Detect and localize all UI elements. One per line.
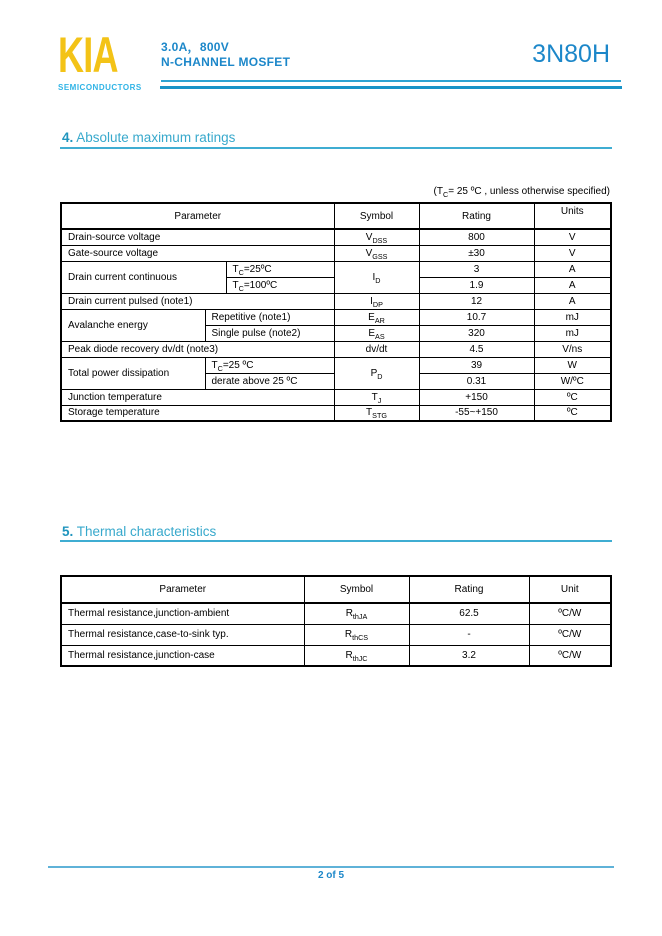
section-5-heading [62, 523, 216, 540]
spec-line-device-type: N-CHANNEL MOSFET [161, 55, 291, 69]
unit-cell: V/ns [534, 341, 611, 357]
rating-cell: 3 [419, 261, 534, 277]
unit-cell: ºC [534, 389, 611, 405]
column-header-units: Units [534, 203, 611, 229]
table-row [61, 245, 611, 261]
symbol-cell: $R_{thCS}$ [304, 624, 409, 645]
symbol-cell: $R_{thJA}$ [304, 603, 409, 624]
rating-cell: 0.31 [419, 373, 534, 389]
param-cell: Peak diode recovery dv/dt (note3) [61, 341, 334, 357]
symbol-cell: $E_{AR}$ [334, 309, 419, 325]
column-header-unit: Unit [529, 576, 611, 603]
condition-cell: $T_C=100ºC$ [226, 277, 334, 293]
param-cell: Drain current pulsed (note1) [61, 293, 334, 309]
column-header-parameter: Parameter [61, 203, 334, 229]
section-4-heading [62, 129, 235, 146]
unit-cell: mJ [534, 325, 611, 341]
param-cell: Thermal resistance,case-to-sink typ. [61, 624, 304, 645]
condition-cell: $T_C=25ºC$ [226, 261, 334, 277]
rating-cell: 39 [419, 357, 534, 373]
rating-cell: 320 [419, 325, 534, 341]
section-5-title: Thermal characteristics [73, 524, 217, 539]
param-cell: Drain-source voltage [61, 229, 334, 245]
symbol-cell: $T_J$ [334, 389, 419, 405]
unit-cell: A [534, 261, 611, 277]
rating-cell: - [409, 624, 529, 645]
param-cell: Gate-source voltage [61, 245, 334, 261]
rating-cell: 800 [419, 229, 534, 245]
rating-cell: ±30 [419, 245, 534, 261]
table-header-row [61, 576, 611, 603]
column-header-parameter: Parameter [61, 576, 304, 603]
header-rule-thin [161, 80, 621, 82]
table-row [61, 405, 611, 421]
unit-cell: V [534, 229, 611, 245]
param-cell: Storage temperature [61, 405, 334, 421]
header-rule-thick [160, 86, 622, 89]
param-group-cell: Total power dissipation [61, 357, 205, 389]
param-group-cell: Avalanche energy [61, 309, 205, 341]
table-row [61, 389, 611, 405]
unit-cell: ºC/W [529, 645, 611, 666]
symbol-cell: $I_{DP}$ [334, 293, 419, 309]
column-header-rating: Rating [419, 203, 534, 229]
unit-cell: ºC/W [529, 624, 611, 645]
section-4-number: 4. [62, 130, 74, 145]
part-number: 3N80H [532, 40, 610, 68]
table-row [61, 341, 611, 357]
unit-cell: V [534, 245, 611, 261]
section-4-rule [60, 147, 612, 149]
condition-cell: Single pulse (note2) [205, 325, 334, 341]
param-cell: Thermal resistance,junction-ambient [61, 603, 304, 624]
table-row [61, 357, 611, 373]
table-row [61, 309, 611, 325]
footer-rule [48, 866, 614, 868]
column-header-symbol: Symbol [304, 576, 409, 603]
symbol-cell: $I_D$ [334, 261, 419, 293]
rating-cell: +150 [419, 389, 534, 405]
rating-cell: -55~+150 [419, 405, 534, 421]
symbol-cell: $P_D$ [334, 357, 419, 389]
param-cell: Thermal resistance,junction-case [61, 645, 304, 666]
table-row [61, 293, 611, 309]
rating-cell: 62.5 [409, 603, 529, 624]
table-row [61, 645, 611, 666]
symbol-cell: $E_{AS}$ [334, 325, 419, 341]
param-group-cell: Drain current continuous [61, 261, 226, 293]
unit-cell: A [534, 293, 611, 309]
thermal-characteristics-table [60, 575, 612, 667]
symbol-cell: $V_{DSS}$ [334, 229, 419, 245]
table-row [61, 624, 611, 645]
condition-cell: $T_C=25$ ºC [205, 357, 334, 373]
column-header-symbol: Symbol [334, 203, 419, 229]
symbol-cell: $R_{thJC}$ [304, 645, 409, 666]
table-row [61, 229, 611, 245]
section-4-title: Absolute maximum ratings [73, 130, 236, 145]
page-number: 2 of 5 [317, 870, 345, 881]
unit-cell: W [534, 357, 611, 373]
condition-cell: Repetitive (note1) [205, 309, 334, 325]
symbol-cell: dv/dt [334, 341, 419, 357]
unit-cell: ºC/W [529, 603, 611, 624]
absolute-maximum-ratings-table [60, 202, 612, 422]
brand-tagline: SEMICONDUCTORS [58, 83, 142, 92]
rating-cell: 12 [419, 293, 534, 309]
product-spec-summary [161, 40, 290, 70]
section-5-rule [60, 540, 612, 542]
symbol-cell: $V_{GSS}$ [334, 245, 419, 261]
rating-cell: 10.7 [419, 309, 534, 325]
unit-cell: mJ [534, 309, 611, 325]
rating-cell: 3.2 [409, 645, 529, 666]
spec-line-current-voltage: 3.0A，800V [161, 40, 230, 54]
unit-cell: ºC [534, 405, 611, 421]
table-header-row [61, 203, 611, 229]
table-row [61, 261, 611, 277]
table-row [61, 603, 611, 624]
rating-cell: 4.5 [419, 341, 534, 357]
rating-cell: 1.9 [419, 277, 534, 293]
symbol-cell: $T_{STG}$ [334, 405, 419, 421]
brand-logo: KIA [58, 27, 118, 83]
condition-note: ($T_C= 25$ ºC , unless otherwise specified) [433, 186, 610, 199]
unit-cell: W/ºC [534, 373, 611, 389]
param-cell: Junction temperature [61, 389, 334, 405]
unit-cell: A [534, 277, 611, 293]
condition-cell: derate above 25 ºC [205, 373, 334, 389]
column-header-rating: Rating [409, 576, 529, 603]
section-5-number: 5. [62, 524, 74, 539]
